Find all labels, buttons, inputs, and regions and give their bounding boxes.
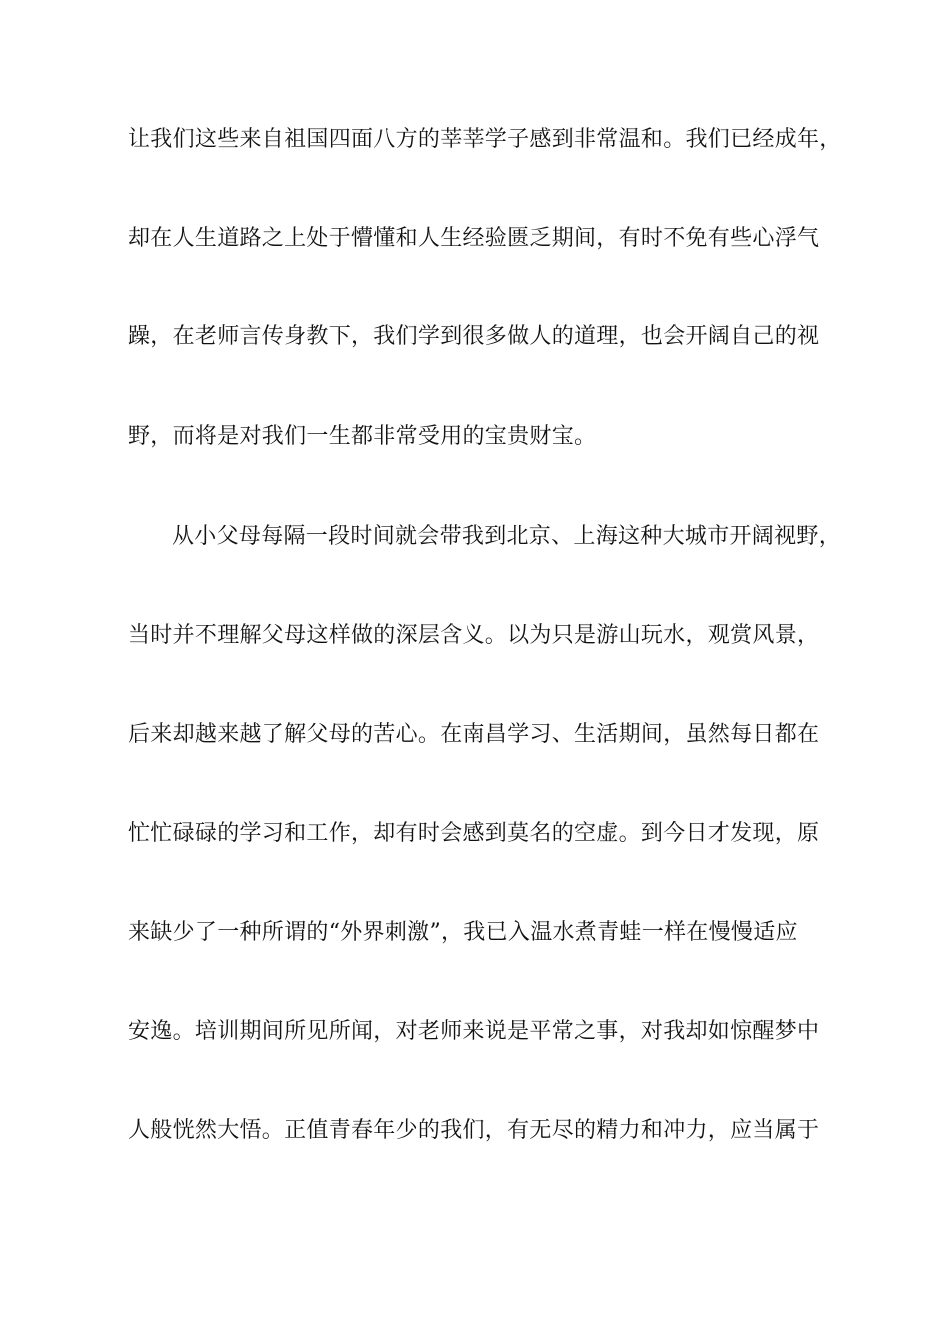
paragraph-first-line: 从小父母每隔一段时间就会带我到北京、上海这种大城市开阔视野，: [172, 524, 842, 549]
text-line: 野，而将是对我们一生都非常受用的宝贵财宝。: [128, 424, 597, 449]
text-line: 当时并不理解父母这样做的深层含义。以为只是游山玩水，观赏风景，: [128, 623, 820, 648]
text-line: 忙忙碌碌的学习和工作，却有时会感到莫名的空虚。到今日才发现，原: [128, 821, 820, 846]
text-line: 躁，在老师言传身教下，我们学到很多做人的道理，也会开阔自己的视: [128, 324, 820, 349]
text-line: 却在人生道路之上处于懵懂和人生经验匮乏期间，有时不免有些心浮气: [128, 226, 820, 251]
text-line: 人般恍然大悟。正值青春年少的我们，有无尽的精力和冲力，应当属于: [128, 1118, 820, 1143]
text-line: 安逸。培训期间所见所闻，对老师来说是平常之事，对我却如惊醒梦中: [128, 1019, 820, 1044]
text-line: 后来却越来越了解父母的苦心。在南昌学习、生活期间，虽然每日都在: [128, 722, 820, 747]
text-line: 来缺少了一种所谓的“外界刺激”，我已入温水煮青蛙一样在慢慢适应: [128, 920, 798, 945]
text-line: 让我们这些来自祖国四面八方的莘莘学子感到非常温和。我们已经成年，: [128, 127, 842, 152]
